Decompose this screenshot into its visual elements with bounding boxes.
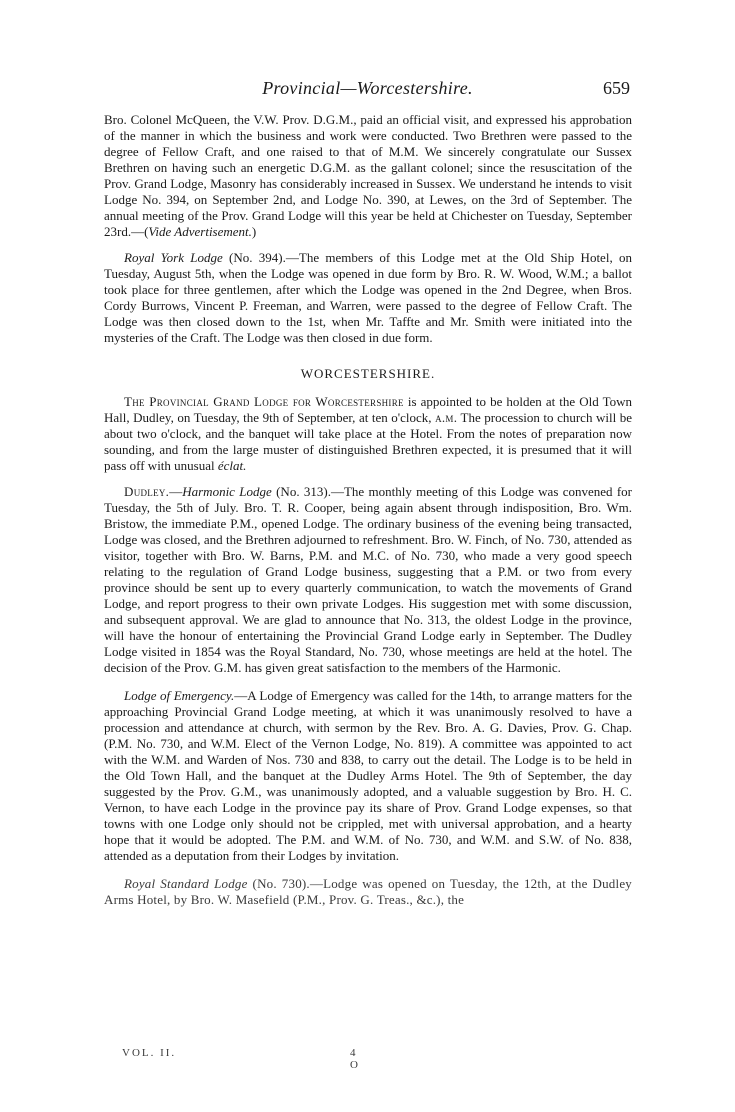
- volume-label: VOL. II.: [122, 1047, 177, 1059]
- paragraph-sussex-visit: [104, 112, 632, 240]
- paragraph-royal-york-lodge: [104, 250, 632, 346]
- paragraph-text: —A Lodge of Emergency was called for the 14th, to arrange matters for the approaching Provincial Grand Lodge meeting, at which it was unanimously resolved to have a procession and attendance at church, with sermon by the Rev. Bro. A. G. Davies, Prov. G. Chap. (P.M. No. 730, and W.M. Elect of the Vernon Lodge, No. 819). A committee was appointed to act with the W.M. and Warden of Nos. 730 and 838, to carry out the detail. The Lodge is to be held in the Old Town Hall, and the banquet at the Dudley Arms Hotel. The 9th of September, the day suggested by the Prov. G.M., was unanimously adopted, and a valuable suggestion by Bro. H. C. Vernon, to have each Lodge in the province pay its share of Prov. Grand Lodge expenses, so that towns with one Lodge only should not be crippled, met with universal approbation, and a hearty hope that it would be adopted. The P.M. and W.M. of No. 730, and W.M. and S.W. of No. 838, attended as a deputation from their Lodges by invitation.: [104, 688, 632, 863]
- running-head: [105, 78, 630, 102]
- paragraph-royal-standard-lodge: [104, 876, 632, 908]
- page-number: 659: [603, 78, 630, 98]
- lead-in-provincial-grand-lodge: The Provincial Grand Lodge for Worcestershire: [124, 394, 404, 409]
- paragraph-text: (No. 730).—Lodge was opened on Tuesday, the 12th, at the Dudley Arms Hotel, by Bro. W. Masefield (P.M., Prov. G. Treas., &c.), the: [104, 876, 632, 907]
- time-am: a.m.: [435, 410, 458, 425]
- page-footer: [122, 1047, 372, 1071]
- paragraph-provincial-grand-lodge: [104, 394, 632, 474]
- word-eclat: éclat.: [217, 458, 247, 473]
- closing-paren: ): [251, 224, 257, 239]
- signature-mark: 4 O: [350, 1047, 360, 1071]
- article-body: [104, 112, 632, 908]
- running-title: Provincial—Worcestershire.: [262, 78, 473, 98]
- paragraph-text: (No. 313).—The monthly meeting of this Lodge was convened for Tuesday, the 5th of July. Bro. T. R. Cooper, being again absent through indisposition, Bro. Wm. Bristow, the immediate P.M., opened Lodge. The ordinary business of the evening being transacted, Lodge was closed, and the Brethren adjourned to refreshment. Bro. W. Finch, of No. 730, attended as visitor, together with Bro. W. Barns, P.M. and M.C. of No. 730, who made a very good speech relating to the regulation of Grand Lodge business, suggesting that a P.M. or two from every province should be sent up to every quarterly communication, to watch the movements of Grand Lodge, and report progress to their own private Lodges. His suggestion met with some discussion, and subsequent approval. We are glad to announce that No. 313, the oldest Lodge in the province, will have the honour of entertaining the Provincial Grand Lodge early in September. The Dudley Lodge visited in 1854 was the Royal Standard, No. 730, whose meetings are held at the hotel. The decision of the Prov. G.M. has given great satisfaction to the members of the Harmonic.: [104, 484, 632, 675]
- lodge-name-harmonic: Harmonic Lodge: [182, 484, 272, 499]
- paragraph-dudley-harmonic-lodge: [104, 484, 632, 676]
- paragraph-text: (No. 394).—The members of this Lodge met at the Old Ship Hotel, on Tuesday, August 5th, when the Lodge was opened in due form by Bro. R. W. Wood, W.M.; a ballot took place for three gentlemen, after which the Lodge was opened in the 2nd Degree, when Bros. Cordy Burrows, Vincent P. Freeman, and Warren, were passed to the degree of Fellow Craft. The Lodge was then closed down to the 1st, when Mr. Taffte and Mr. Smith were initiated into the mysteries of the Craft. The Lodge was then closed in due form.: [104, 250, 632, 345]
- place-dudley: Dudley.: [124, 484, 170, 499]
- paragraph-lodge-of-emergency: [104, 688, 632, 864]
- vide-advertisement: Vide Advertisement.: [148, 224, 252, 239]
- lodge-name-emergency: Lodge of Emergency.: [124, 688, 235, 703]
- paragraph-text: is appointed to be holden at the Old Town Hall, Dudley, on Tuesday, the 9th of September, at ten o'clock,: [104, 394, 632, 425]
- section-heading-worcestershire: WORCESTERSHIRE.: [300, 366, 436, 381]
- dash: —: [169, 484, 183, 499]
- paragraph-text: Bro. Colonel McQueen, the V.W. Prov. D.G.M., paid an official visit, and expressed his approbation of the manner in which the business and work were conducted. Two Brethren were passed to the degree of Fellow Craft, and one raised to that of M.M. We sincerely congratulate our Sussex Brethren on having such an energetic D.G.M. as the gallant colonel; since the resuscitation of the Prov. Grand Lodge, Masonry has considerably increased in Sussex. We understand he intends to visit Lodge No. 394, on September 2nd, and Lodge No. 390, at Lewes, on the 3rd of September. The annual meeting of the Prov. Grand Lodge will this year be held at Chichester on Tuesday, September 23rd.—(: [104, 112, 632, 239]
- paragraph-text: The procession to church will be about two o'clock, and the banquet will take place at the Hotel. From the notes of preparation now sounding, and from the large muster of distinguished Brethren expected, it is presumed that it will pass off with unusual: [104, 410, 632, 473]
- lodge-name-royal-standard: Royal Standard Lodge: [124, 876, 248, 891]
- lodge-name-royal-york: Royal York Lodge: [124, 250, 223, 265]
